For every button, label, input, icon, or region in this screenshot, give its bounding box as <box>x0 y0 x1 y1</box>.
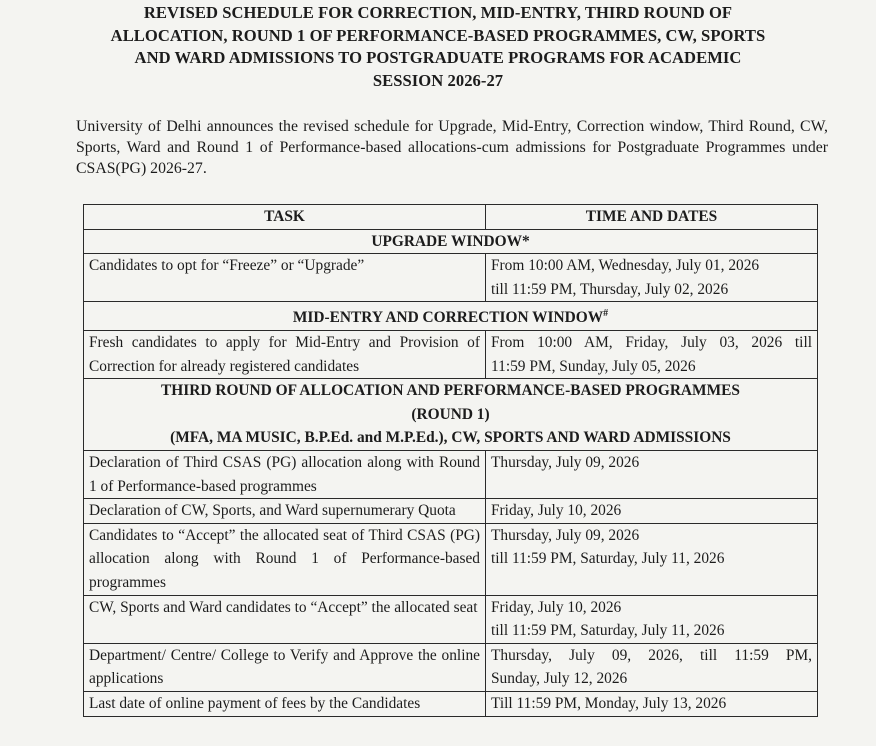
table-row <box>84 499 818 524</box>
section-third-round <box>84 379 818 451</box>
time-cell <box>486 331 818 379</box>
table-row <box>84 523 818 595</box>
title-line: AND WARD ADMISSIONS TO POSTGRADUATE PROGRAMS FOR ACADEMIC <box>134 48 742 67</box>
task-cell: Department/ Centre/ College to Verify and Approve the online applications <box>84 643 486 691</box>
title-line: ALLOCATION, ROUND 1 OF PERFORMANCE-BASED PROGRAMMES, CW, SPORTS <box>110 25 766 45</box>
time-cell <box>486 595 818 643</box>
time-cell <box>486 692 818 717</box>
task-cell: CW, Sports and Ward candidates to “Accept” the allocated seat <box>84 595 486 643</box>
section-midentry <box>84 302 818 331</box>
schedule-table <box>83 204 818 717</box>
task-cell: Declaration of CW, Sports, and Ward supernumerary Quota <box>84 499 486 524</box>
time-line: Friday, July 10, 2026 <box>491 502 622 520</box>
time-line: till 11:59 PM, Saturday, July 11, 2026 <box>491 550 725 568</box>
time-cell <box>486 523 818 595</box>
task-cell: Candidates to “Accept” the allocated seat of Third CSAS (PG) allocation along with Round 1 of Performance-based programmes <box>84 523 486 595</box>
time-cell <box>486 451 818 499</box>
time-line: Friday, July 10, 2026 <box>491 598 622 616</box>
table-row <box>84 331 818 379</box>
section-row <box>84 302 818 331</box>
section-row <box>84 379 818 451</box>
section-midentry-label: MID-ENTRY AND CORRECTION WINDOW <box>292 309 604 327</box>
time-line: Thursday, July 09, 2026 <box>491 526 640 544</box>
time-line: Till 11:59 PM, Monday, July 13, 2026 <box>491 695 727 712</box>
time-line: From 10:00 AM, Friday, July 03, 2026 till <box>491 334 812 352</box>
intro-paragraph: University of Delhi announces the revised schedule for Upgrade, Mid-Entry, Correction window, Third Round, CW, Sports, Ward and Round 1 of Performance-based allocations-cum admissions for Postgraduate Programmes under CSAS(PG) 2026-27. <box>76 118 828 177</box>
title-line: REVISED SCHEDULE FOR CORRECTION, MID-ENTRY, THIRD ROUND OF <box>143 3 733 22</box>
time-line: Thursday, July 09, 2026, till 11:59 PM, <box>491 646 812 664</box>
header-time: TIME AND DATES <box>486 205 818 230</box>
section-row <box>84 229 818 254</box>
section-line: (ROUND 1) <box>411 405 490 423</box>
task-cell: Last date of online payment of fees by the Candidates <box>84 692 486 717</box>
table-row <box>84 595 818 643</box>
time-cell <box>486 254 818 302</box>
time-line: 11:59 PM, Sunday, July 05, 2026 <box>491 357 696 375</box>
title-line: SESSION 2026-27 <box>372 70 504 90</box>
section-midentry-mark: # <box>603 308 609 320</box>
table-row <box>84 692 818 717</box>
time-line: Thursday, July 09, 2026 <box>491 454 640 472</box>
time-cell <box>486 643 818 691</box>
table-row <box>84 254 818 302</box>
section-line: THIRD ROUND OF ALLOCATION AND PERFORMANCE-BASED PROGRAMMES <box>161 382 740 400</box>
time-line: till 11:59 PM, Thursday, July 02, 2026 <box>491 280 729 298</box>
section-line: (MFA, MA MUSIC, B.P.Ed. and M.P.Ed.), CW, SPORTS AND WARD ADMISSIONS <box>170 429 731 447</box>
task-cell: Candidates to opt for “Freeze” or “Upgrade” <box>84 254 486 302</box>
time-line: From 10:00 AM, Wednesday, July 01, 2026 <box>491 257 760 275</box>
time-line: till 11:59 PM, Saturday, July 11, 2026 <box>491 622 725 640</box>
table-row <box>84 643 818 691</box>
section-upgrade: UPGRADE WINDOW* <box>84 229 818 254</box>
document-title <box>60 2 816 92</box>
table-row <box>84 451 818 499</box>
task-cell: Declaration of Third CSAS (PG) allocation along with Round 1 of Performance-based programmes <box>84 451 486 499</box>
header-task: TASK <box>84 205 486 230</box>
task-cell: Fresh candidates to apply for Mid-Entry and Provision of Correction for already registered candidates <box>84 331 486 379</box>
time-cell <box>486 499 818 524</box>
time-line: Sunday, July 12, 2026 <box>491 670 628 688</box>
table-header-row <box>84 205 818 230</box>
